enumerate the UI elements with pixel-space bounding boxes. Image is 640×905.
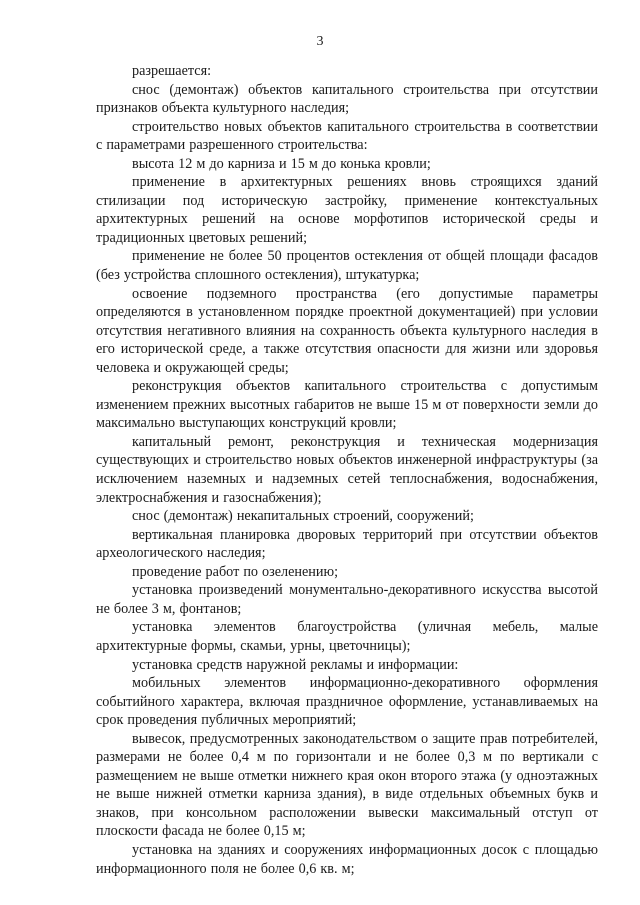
paragraph: реконструкция объектов капитального строительства с допустимым изменением прежних высотных габаритов не выше 15 м от поверхности земли до максимально выступающих конструкций кровли;	[96, 378, 598, 432]
page-number: 3	[316, 34, 324, 49]
paragraph: мобильных элементов информационно-декоративного оформления событийного характера, включая праздничное оформление, устанавливаемых на срок проведения публичных мероприятий;	[96, 675, 598, 729]
document-body	[96, 62, 598, 878]
paragraph: вертикальная планировка дворовых территорий при отсутствии объектов археологического наследия;	[96, 526, 598, 562]
paragraph: высота 12 м до карниза и 15 м до конька кровли;	[132, 155, 431, 172]
paragraph: освоение подземного пространства (его допустимые параметры определяются в установленном порядке проектной документацией) при условии отсутствия негативного влияния на сохранность объекта культурного наследия в его исторической среде, а также отсутствия опасности для жизни или здоровья человека и окружающей среды;	[96, 285, 598, 376]
paragraph: установка произведений монументально-декоративного искусства высотой не более 3 м, фонтанов;	[96, 582, 598, 617]
paragraph: установка на зданиях и сооружениях информационных досок с площадью информационного поля не более 0,6 кв. м;	[96, 841, 598, 877]
paragraph: разрешается:	[132, 63, 212, 79]
paragraph: применение в архитектурных решениях вновь строящихся зданий стилизации под историческую застройку, применение контекстуальных архитектурных решений на основе морфотипов исторической среды и традиционных цветовых решений;	[96, 174, 598, 246]
paragraph: снос (демонтаж) объектов капитального строительства при отсутствии признаков объекта культурного наследия;	[96, 81, 598, 117]
paragraph: проведение работ по озеленению;	[132, 563, 339, 580]
paragraph: установка элементов благоустройства (уличная мебель, малые архитектурные формы, скамьи, урны, цветочницы);	[96, 619, 598, 654]
paragraph: применение не более 50 процентов остекления от общей площади фасадов (без устройства сплошного остекления), штукатурка;	[96, 248, 598, 284]
paragraph: капитальный ремонт, реконструкция и техническая модернизация существующих и строительство новых объектов инженерной инфраструктуры (за исключением наземных и надземных сетей теплоснабжения, водоснабжения, электроснабжения и газоснабжения);	[96, 433, 598, 506]
paragraph: установка средств наружной рекламы и информации:	[132, 656, 459, 673]
paragraph: вывесок, предусмотренных законодательством о защите прав потребителей, размерами не более 0,4 м по горизонтали и не более 0,3 м по вертикали с размещением не выше отметки нижнего края окон второго этажа (у одноэтажных не выше нижней отметки карниза здания), в виде отдельных объемных букв и знаков, при консольном расположении вывески максимальный отступ от плоскости фасада не более 0,15 м;	[96, 730, 598, 840]
paragraph: строительство новых объектов капитального строительства в соответствии с параметрами разрешенного строительства:	[96, 118, 598, 154]
paragraph: снос (демонтаж) некапитальных строений, сооружений;	[132, 508, 474, 525]
